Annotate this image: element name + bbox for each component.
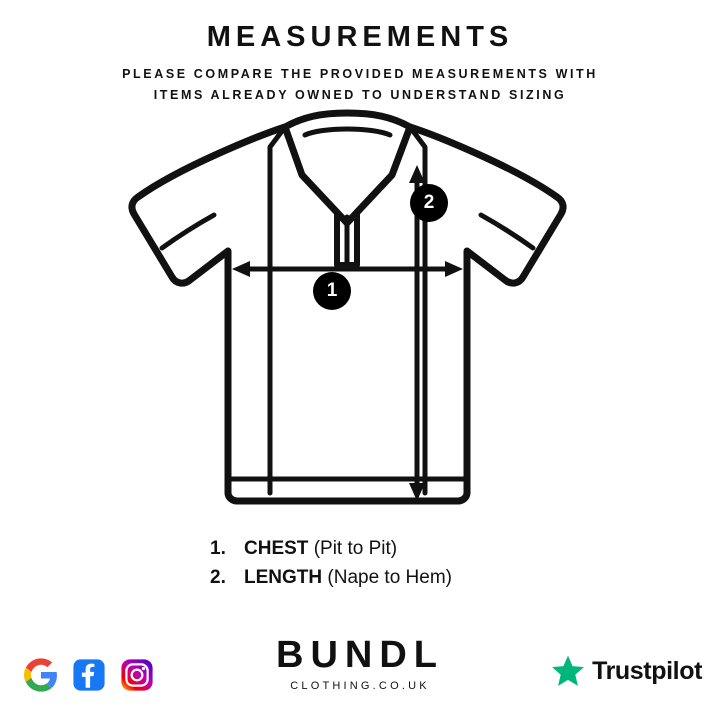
marker-badge-2: 2 — [410, 184, 448, 222]
legend — [0, 534, 720, 593]
legend-label-1: CHEST — [244, 538, 309, 559]
footer — [0, 610, 720, 720]
marker-badge-1: 1 — [313, 272, 351, 310]
polo-shirt-diagram — [110, 105, 610, 515]
page-title: MEASUREMENTS — [206, 21, 514, 53]
trustpilot-label: Trustpilot — [592, 656, 702, 685]
brand-url: CLOTHING.CO.UK — [290, 680, 430, 692]
subtitle-line-1: PLEASE COMPARE THE PROVIDED MEASUREMENTS WITH — [122, 66, 598, 81]
header — [0, 22, 720, 106]
trustpilot-logo[interactable] — [551, 654, 702, 688]
legend-note-2: (Nape to Hem) — [327, 567, 452, 589]
legend-item-length — [0, 563, 720, 592]
page-subtitle — [0, 64, 720, 107]
legend-label-2: LENGTH — [244, 567, 323, 589]
legend-note-1: (Pit to Pit) — [313, 538, 398, 559]
trustpilot-star-icon — [551, 654, 585, 688]
legend-item-chest — [0, 534, 720, 563]
polo-shirt-illustration — [110, 105, 610, 515]
legend-number-2: 2. — [210, 567, 226, 589]
subtitle-line-2: ITEMS ALREADY OWNED TO UNDERSTAND SIZING — [153, 88, 567, 103]
legend-number-1: 1. — [210, 538, 226, 559]
brand-name: BUNDL — [276, 634, 444, 676]
